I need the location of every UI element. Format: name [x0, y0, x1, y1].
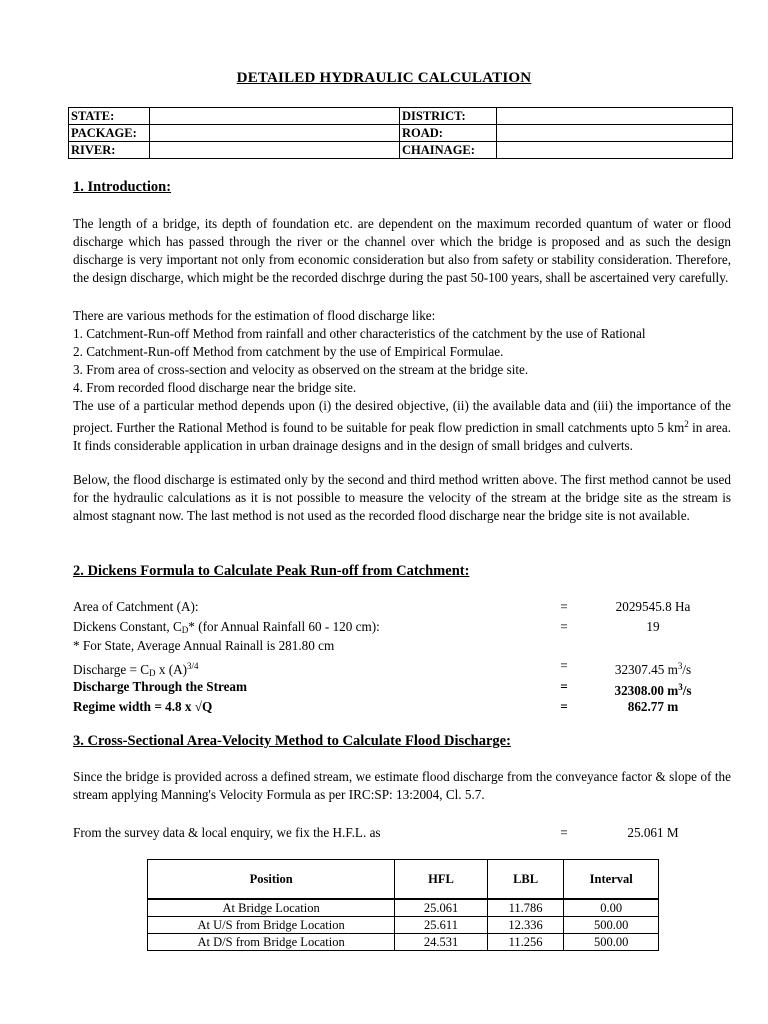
equals-sign: = — [560, 679, 568, 694]
position-cell: At Bridge Location — [148, 899, 395, 917]
chainage-value — [497, 142, 733, 159]
district-label: DISTRICT: — [400, 108, 497, 125]
catchment-area-row — [73, 597, 733, 617]
interval-cell: 0.00 — [564, 899, 659, 917]
chainage-label: CHAINAGE: — [400, 142, 497, 159]
info-row — [69, 108, 733, 125]
district-value — [497, 108, 733, 125]
discharge-value: 32307.45 $m^3/s$ — [614, 661, 692, 677]
method-item-2: 2. Catchment-Run-off Method from catchment by the use of Empirical Formulae. — [73, 344, 504, 359]
intro-paragraph: The length of a bridge, its depth of foundation etc. are dependent on the maximum recorded quantum of water or flood discharge which has passed through the river or the channel over which the bridge is proposed and as such the design discharge is very important not only from economic consideration but also from safety or stability consideration. Therefore, the design discharge, which might be the recorded dischrge during the past 50-100 years, shall be ascertained very carefully. — [73, 216, 731, 285]
dickens-constant-value: 19 — [646, 619, 660, 634]
table-row — [148, 917, 659, 934]
project-info-table — [68, 107, 733, 159]
catchment-area-label: Area of Catchment (A): — [73, 599, 199, 614]
method-selection-paragraph: Below, the flood discharge is estimated only by the second and third method written above. The first method cannot be used for the hydraulic calculations as it is not possible to measure the velocity of the stream at the bridge site as the stream is almost stagnant now. The last method is not used as the recorded flood discharge near the bridge site is not available. — [73, 472, 731, 523]
cross-section-paragraph: Since the bridge is provided across a defined stream, we estimate flood discharge from the conveyance factor & slope of the stream applying Manning's Velocity Formula as per IRC:SP: 13:2004, Cl. 5.7. — [73, 769, 731, 802]
info-row — [69, 142, 733, 159]
column-header-position: Position — [148, 860, 395, 900]
rainfall-note: * For State, Average Annual Rainall is 281.80 cm — [73, 638, 335, 653]
state-value — [150, 108, 400, 125]
road-label: ROAD: — [400, 125, 497, 142]
regime-width-value: 862.77 m — [627, 699, 679, 714]
dickens-constant-label: Dickens Constant, $C_D*$ (for Annual Rainfall 60 - 120 cm): — [73, 619, 380, 635]
dickens-heading: 2. Dickens Formula to Calculate Peak Run-off from Catchment: — [73, 563, 470, 579]
lbl-cell: 11.256 — [487, 934, 564, 951]
page-title: DETAILED HYDRAULIC CALCULATION — [236, 70, 532, 86]
position-cell: At D/S from Bridge Location — [148, 934, 395, 951]
equals-sign: = — [560, 699, 568, 714]
stream-discharge-value: 32308.00 $m^3/s$ — [614, 682, 692, 698]
lbl-cell: 11.786 — [487, 899, 564, 917]
discharge-row — [73, 656, 733, 676]
method-item-1: 1. Catchment-Run-off Method from rainfall and other characteristics of the catchment by the use of Rational — [73, 326, 646, 341]
column-header-lbl: LBL — [487, 860, 564, 900]
equals-sign: = — [560, 825, 568, 840]
hfl-cell: 24.531 — [395, 934, 488, 951]
regime-width-row — [73, 697, 733, 717]
regime-width-label: Regime width = 4.8 x √Q — [73, 699, 213, 714]
interval-cell: 500.00 — [564, 917, 659, 934]
position-cell: At U/S from Bridge Location — [148, 917, 395, 934]
hfl-cell: 25.611 — [395, 917, 488, 934]
discharge-label: Discharge = $C_D$ x $(A)^{3/4}$ — [73, 661, 199, 678]
intro-heading: 1. Introduction: — [73, 179, 172, 195]
methods-intro: There are various methods for the estimation of flood discharge like: — [73, 308, 436, 323]
method-item-4: 4. From recorded flood discharge near the bridge site. — [73, 380, 357, 395]
catchment-area-value: 2029545.8 Ha — [615, 599, 691, 614]
table-row — [148, 899, 659, 917]
hfl-value: 25.061 M — [627, 825, 679, 840]
column-header-hfl: HFL — [395, 860, 488, 900]
table-row — [148, 934, 659, 951]
lbl-cell: 12.336 — [487, 917, 564, 934]
river-value — [150, 142, 400, 159]
road-value — [497, 125, 733, 142]
interval-cell: 500.00 — [564, 934, 659, 951]
hfl-label: From the survey data & local enquiry, we fix the H.F.L. as — [73, 825, 381, 840]
equals-sign: = — [560, 658, 568, 673]
equals-sign: = — [560, 599, 568, 614]
stream-discharge-row — [73, 677, 733, 697]
hfl-table — [147, 859, 659, 951]
cross-section-heading: 3. Cross-Sectional Area-Velocity Method to Calculate Flood Discharge: — [73, 733, 511, 749]
package-value — [150, 125, 400, 142]
river-label: RIVER: — [69, 142, 150, 159]
table-header-row — [148, 860, 659, 900]
column-header-interval: Interval — [564, 860, 659, 900]
rainfall-note-row — [73, 636, 733, 656]
method-choice-paragraph: The use of a particular method depends upon (i) the desired objective, (ii) the available data and (iii) the importance of the project. Further the Rational Method is found to be suitable for peak flow prediction in small catchments upto 5 $km^2$ in area. It finds considerable application in urban drainage designs and in the design of small bridges and culverts. — [73, 398, 731, 453]
info-row — [69, 125, 733, 142]
method-item-3: 3. From area of cross-section and velocity as observed on the stream at the bridge site. — [73, 362, 529, 377]
hfl-cell: 25.061 — [395, 899, 488, 917]
state-label: STATE: — [69, 108, 150, 125]
equals-sign: = — [560, 619, 568, 634]
stream-discharge-label: Discharge Through the Stream — [73, 679, 248, 694]
dickens-constant-row — [73, 617, 733, 637]
hfl-row — [73, 823, 733, 843]
package-label: PACKAGE: — [69, 125, 150, 142]
